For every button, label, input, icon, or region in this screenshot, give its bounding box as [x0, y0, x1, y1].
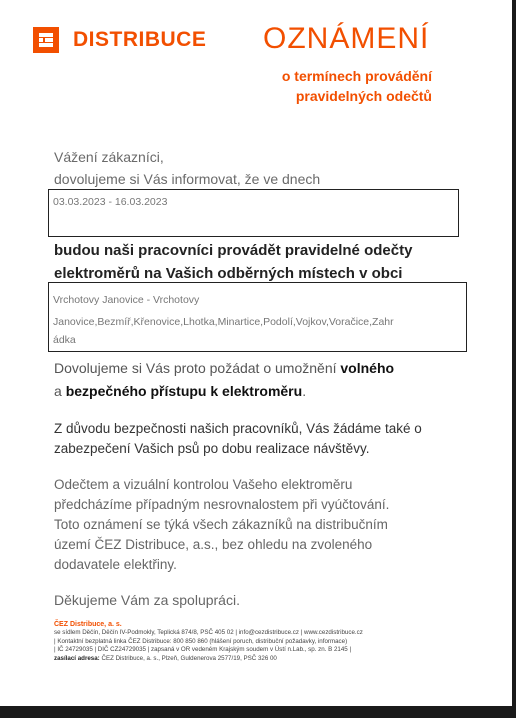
municipality-line-2: Janovice,Bezmíř,Křenovice,Lhotka,Minartice,Podolí,Vojkov,Voračice,Zahr	[53, 316, 394, 328]
access-request-bold-1: volného	[340, 360, 395, 376]
dog-safety-paragraph: Z důvodu bezpečnosti našich pracovníků, Vás žádáme také o zabezpečení Vašich psů po dobu realizace návštěvy.	[54, 421, 422, 456]
company-footer	[54, 621, 363, 663]
statement-line-2: elektroměrů na Vašich odběrných místech v obci	[54, 265, 403, 282]
subtitle-line-2: pravidelných odečtů	[295, 88, 432, 104]
cez-logo-icon	[33, 27, 59, 53]
subtitle-line-1: o termínech provádění	[281, 68, 432, 84]
reading-statement	[54, 239, 412, 285]
greeting-line-2: dovolujeme si Vás informovat, že ve dnech	[54, 171, 321, 187]
statement-line-1: budou naši pracovníci provádět pravidelné odečty	[54, 242, 413, 259]
access-request-bold-2: bezpečného přístupu k elektroměru	[65, 383, 303, 399]
greeting-line-1: Vážení zákazníci,	[54, 149, 164, 165]
footer-company: ČEZ Distribuce, a. s.	[54, 621, 122, 628]
municipality-line-1: Vrchotovy Janovice - Vrchotovy	[53, 294, 200, 306]
logo-text: DISTRIBUCE	[73, 28, 207, 51]
footer-line-4: zasílací adresa: ČEZ Distribuce, a. s., Plzeň, Guldenerova 2577/19, PSČ 326 00	[54, 654, 277, 662]
access-request: Dovolujeme si Vás proto požádat o umožnění volného a bezpečného přístupu k elektroměru.	[54, 360, 395, 399]
municipality-field[interactable]	[48, 282, 467, 352]
footer-line-1: se sídlem Děčín, Děčín IV-Podmokly, Teplická 874/8, PSČ 405 02 | info@cezdistribuce.cz | www.cezdistribuce.cz	[54, 629, 363, 637]
municipality-line-3: ádka	[53, 334, 76, 346]
date-range-value: 03.03.2023 - 16.03.2023	[53, 196, 168, 208]
thanks-text: Děkujeme Vám za spolupráci.	[54, 592, 240, 608]
info-paragraph: Odečtem a vizuální kontrolou Vašeho elektroměru předcházíme případným nesrovnalostem při vyúčtování. Toto oznámení se týká všech zákazníků na distribučním území ČEZ Distribuce, a.s., bez ohledu na zvoleného dodavatele elektřiny.	[54, 477, 390, 572]
footer-line-3: | IČ 24729035 | DIČ CZ24729035 | zapsaná v OR vedeném Krajským soudem v Ústí n.Lab., sp. zn. B 2145 |	[54, 646, 352, 654]
footer-line-2: | Kontaktní bezplatná linka ČEZ Distribuce: 800 850 860 (hlášení poruch, distribuční požadavky, informace)	[54, 637, 348, 645]
notice-title: OZNÁMENÍ	[263, 22, 430, 55]
greeting	[54, 146, 320, 190]
date-range-field[interactable]	[48, 189, 459, 237]
notice-subtitle	[282, 66, 432, 106]
cez-distribuce-logo	[33, 27, 206, 53]
